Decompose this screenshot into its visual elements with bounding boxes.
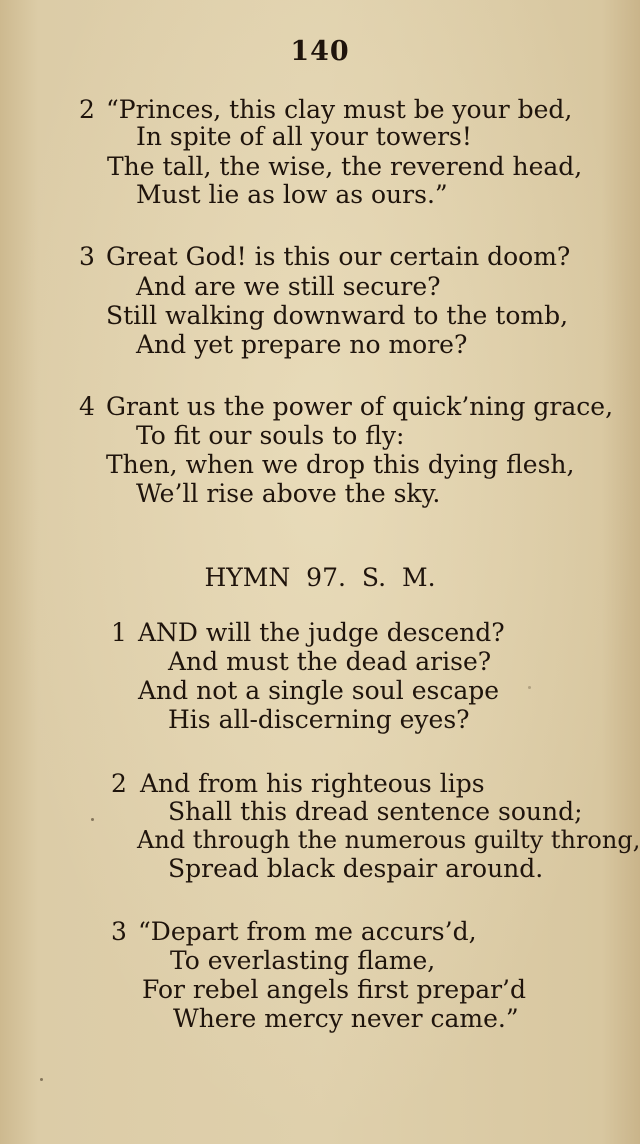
- verse-line: His all-discerning eyes?: [168, 705, 470, 734]
- verse-line: The tall, the wise, the reverend head,: [107, 152, 583, 181]
- verse-line: Then, when we drop this dying flesh,: [106, 450, 575, 479]
- verse-line: Shall this dread sentence sound;: [168, 797, 583, 826]
- verse-line: “Depart from me accurs’d,: [138, 917, 477, 946]
- verse-number: 4: [79, 392, 95, 421]
- verse-number: 1: [111, 618, 127, 647]
- verse-line: Spread black despair around.: [168, 854, 544, 883]
- verse-line: Great God! is this our certain doom?: [106, 242, 571, 271]
- verse-line: To everlasting flame,: [170, 946, 436, 975]
- verse-line: For rebel angels first prepar’d: [142, 975, 526, 1004]
- verse-line: To fit our souls to fly:: [136, 421, 405, 450]
- hymn-title: HYMN 97. S. M.: [204, 563, 436, 592]
- paper-speck: [528, 686, 531, 689]
- page-number: 140: [290, 36, 350, 67]
- verse-line: AND will the judge descend?: [138, 618, 505, 647]
- verse-line: And through the numerous guilty throng,: [137, 826, 640, 854]
- verse-line: And from his righteous lips: [140, 769, 485, 798]
- verse-number: 2: [79, 95, 95, 124]
- verse-line: And yet prepare no more?: [136, 330, 468, 359]
- verse-number: 3: [111, 917, 127, 946]
- verse-line: “Princes, this clay must be your bed,: [106, 95, 573, 124]
- verse-line: And are we still secure?: [136, 272, 441, 301]
- verse-line: Must lie as low as ours.”: [136, 180, 448, 209]
- paper-speck: [91, 818, 94, 821]
- verse-line: Where mercy never came.”: [173, 1004, 519, 1033]
- verse-line: Grant us the power of quick’ning grace,: [106, 392, 614, 421]
- verse-line: Still walking downward to the tomb,: [106, 301, 569, 330]
- verse-number: 2: [111, 769, 127, 798]
- paper-speck: [40, 1078, 43, 1081]
- verse-line: In spite of all your towers!: [136, 122, 472, 151]
- verse-line: And must the dead arise?: [168, 647, 492, 676]
- verse-line: We’ll rise above the sky.: [136, 479, 441, 508]
- verse-number: 3: [79, 242, 95, 271]
- verse-line: And not a single soul escape: [138, 676, 500, 705]
